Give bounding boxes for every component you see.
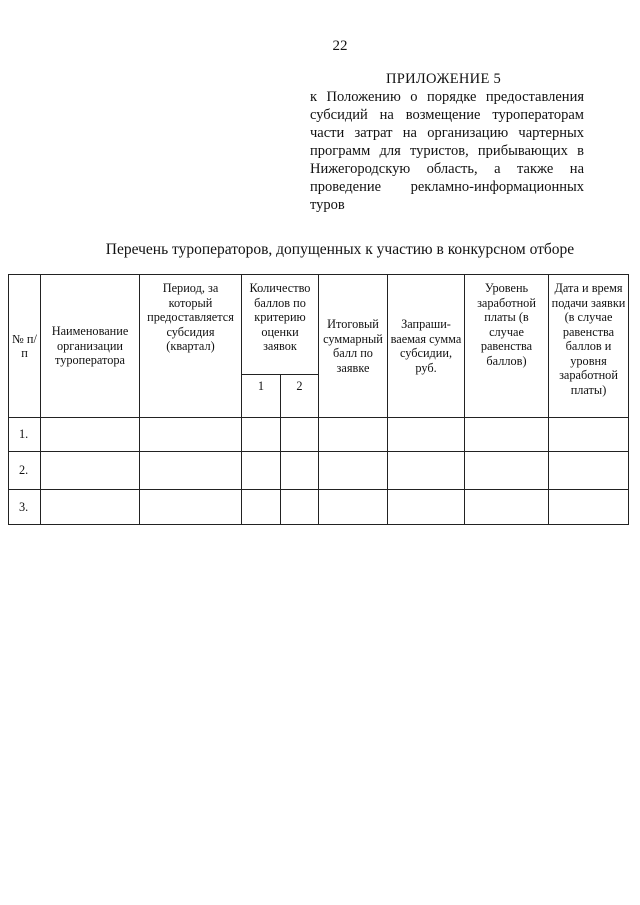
row-number: 1.: [9, 418, 41, 452]
table-cell: [41, 418, 140, 452]
table-row: [9, 452, 629, 490]
applicants-table: [8, 274, 629, 525]
table-header-row: [9, 275, 629, 375]
table-cell: [465, 490, 549, 525]
table-cell: [388, 418, 465, 452]
table-cell: [388, 452, 465, 490]
table-cell: [281, 452, 319, 490]
page-number: 22: [332, 38, 348, 54]
header-score-sub-1: 1: [242, 375, 281, 418]
table-cell: [319, 452, 388, 490]
appendix-text: к Положению о порядке предоставления субсидий на возмещение туроператорам части затрат на организацию чартерных программ для туристов, прибывающих в Нижегородскую область, а также на проведение рекламно-информационных туров: [310, 89, 584, 213]
header-name: Наименование организации туроператора: [41, 275, 140, 418]
appendix-block: [310, 70, 584, 214]
table-cell: [549, 490, 629, 525]
row-number: 2.: [9, 452, 41, 490]
appendix-title: ПРИЛОЖЕНИЕ 5: [386, 71, 502, 87]
header-num: № п/п: [9, 275, 41, 418]
table-row: [9, 490, 629, 525]
table-row: [9, 418, 629, 452]
header-datetime: Дата и время подачи заявки (в случае равенства баллов и уровня заработной платы): [549, 275, 629, 418]
table-cell: [242, 418, 281, 452]
table-cell: [41, 452, 140, 490]
table-cell: [549, 418, 629, 452]
header-total: Итоговый суммарный балл по заявке: [319, 275, 388, 418]
table-cell: [242, 452, 281, 490]
table-cell: [281, 418, 319, 452]
header-score-sub-2: 2: [281, 375, 319, 418]
table-cell: [281, 490, 319, 525]
table-cell: [140, 418, 242, 452]
header-period: Период, за который предоставляется субсидия (квартал): [140, 275, 242, 418]
table-cell: [140, 490, 242, 525]
table-cell: [242, 490, 281, 525]
table-cell: [465, 452, 549, 490]
table-cell: [41, 490, 140, 525]
document-title: Перечень туроператоров, допущенных к участию в конкурсном отборе: [105, 241, 575, 258]
table-cell: [388, 490, 465, 525]
table-cell: [465, 418, 549, 452]
header-requested: Запраши- ваемая сумма субсидии, руб.: [388, 275, 465, 418]
table-cell: [319, 418, 388, 452]
table-cell: [319, 490, 388, 525]
table-cell: [549, 452, 629, 490]
table-cell: [140, 452, 242, 490]
header-salary: Уровень заработной платы (в случае равенства баллов): [465, 275, 549, 418]
row-number: 3.: [9, 490, 41, 525]
header-score-count: Количество баллов по критерию оценки заявок: [242, 275, 319, 375]
